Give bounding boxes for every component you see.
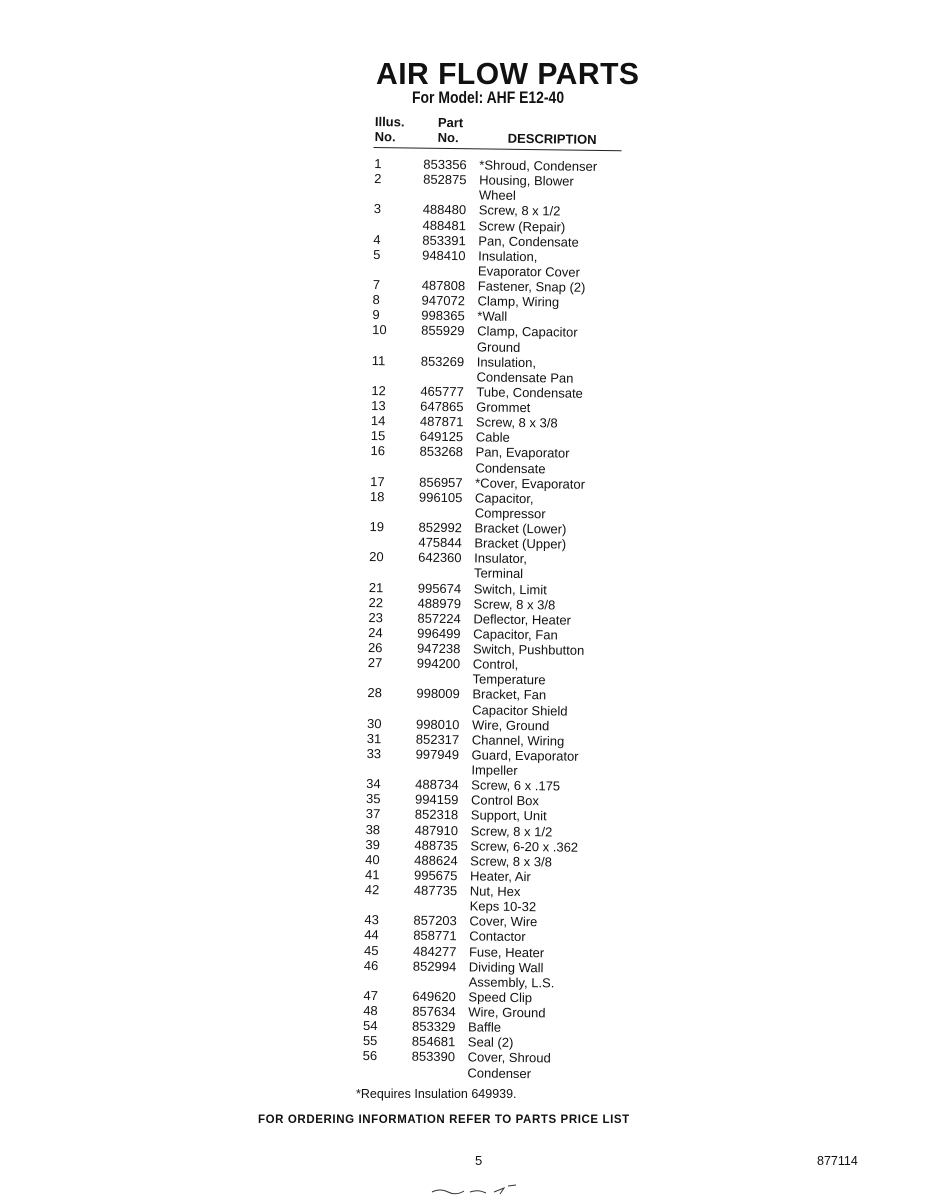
part-number: 488734 (415, 776, 459, 793)
illus-number: 38 (365, 821, 381, 837)
part-number: 854681 (411, 1033, 456, 1050)
description-line: Clamp, Capacitor (477, 323, 578, 341)
description-line: Screw, 6-20 x .362 (470, 837, 579, 855)
illus-number: 26 (367, 639, 383, 656)
description-line: Heater, Air (469, 868, 531, 885)
description-line: Channel, Wiring (471, 732, 565, 749)
part-number: 852875 (423, 171, 467, 188)
illus-number: 11 (371, 352, 386, 368)
description-line: Condensate (475, 459, 546, 476)
part-description (470, 883, 622, 915)
illus-number: 27 (367, 655, 383, 671)
description-line: Condenser (467, 1064, 532, 1081)
illus-number: 10 (372, 322, 387, 338)
table-row (367, 443, 627, 477)
description-line: Temperature (472, 671, 546, 688)
part-number: 858771 (413, 927, 457, 944)
description-line: Impeller (471, 762, 518, 778)
part-number: 995674 (417, 580, 462, 596)
part-number: 852992 (418, 519, 463, 536)
description-line: Screw, 8 x 3/8 (475, 414, 558, 431)
description-line: Capacitor Shield (472, 701, 568, 719)
document-number: 877114 (817, 1154, 858, 1168)
illus-number: 54 (362, 1018, 378, 1034)
illus-number: 9 (372, 307, 380, 323)
ordering-note: FOR ORDERING INFORMATION REFER TO PARTS PRICE LIST (258, 1114, 630, 1126)
table-row (363, 746, 623, 780)
part-number: 857224 (417, 610, 461, 626)
part-description (467, 1050, 619, 1082)
header-part: Part (437, 114, 464, 131)
footnote: *Requires Insulation 649939. (356, 1087, 517, 1101)
illus-number: 43 (364, 912, 380, 928)
description-line: Screw, 8 x 3/8 (473, 595, 556, 613)
part-number: 997949 (415, 746, 460, 763)
header-illus: Illus. (374, 114, 405, 130)
table-row (368, 353, 628, 387)
description-line: Baffle (467, 1019, 502, 1035)
parts-rows (359, 156, 631, 1082)
table-row (370, 247, 630, 281)
table-header (372, 114, 632, 151)
description-line: Bracket (Upper) (474, 535, 567, 552)
illus-number (366, 534, 418, 550)
part-number: 856957 (419, 474, 463, 490)
description-line: Keps 10-32 (469, 898, 537, 915)
part-number: 465777 (420, 383, 464, 400)
table-row (369, 322, 629, 356)
part-number: 995675 (413, 867, 458, 884)
part-number: 853269 (420, 353, 465, 369)
illus-number: 23 (368, 609, 383, 625)
part-number: 853390 (411, 1048, 456, 1065)
description-line: Insulator, (474, 550, 528, 567)
illus-number: 41 (364, 866, 380, 883)
part-description (479, 173, 631, 205)
description-line: Compressor (474, 505, 546, 522)
illus-number: 15 (370, 428, 386, 444)
handwritten-mark (430, 1182, 520, 1196)
part-number: 488735 (414, 837, 458, 853)
description-line: Pan, Condensate (478, 233, 579, 250)
part-number: 998009 (416, 686, 460, 702)
part-number: 857634 (412, 1003, 456, 1020)
part-description (476, 354, 628, 386)
illus-number: 47 (363, 987, 379, 1004)
table-row (366, 549, 626, 583)
part-number: 853391 (422, 232, 466, 248)
illus-number: 46 (363, 957, 379, 973)
illus-number: 31 (366, 730, 382, 746)
part-number: 998365 (421, 307, 465, 324)
header-rule (374, 147, 622, 151)
part-number: 857203 (413, 912, 457, 929)
header-illus-no: No. (374, 129, 396, 145)
illus-number: 42 (364, 881, 380, 898)
illus-number: 44 (364, 927, 379, 943)
table-row (367, 489, 627, 523)
illus-number: 34 (366, 776, 381, 792)
illus-number: 13 (371, 398, 386, 414)
description-line: Control Box (470, 792, 540, 809)
part-description (472, 687, 624, 719)
part-number: 998010 (415, 716, 460, 732)
part-description (475, 445, 627, 477)
description-line: Wire, Ground (468, 1004, 546, 1021)
model-subtitle: For Model: AHF E12-40 (412, 88, 565, 107)
part-number: 487910 (414, 822, 459, 838)
illus-number: 24 (368, 624, 383, 641)
illus-number: 3 (373, 201, 382, 217)
part-number: 475844 (418, 534, 462, 551)
illus-number: 7 (372, 277, 381, 293)
description-line: Cable (475, 429, 510, 446)
description-line: Ground (476, 338, 521, 355)
table-row (371, 171, 631, 205)
part-description (478, 248, 630, 280)
part-number: 852994 (412, 958, 457, 974)
illus-number: 30 (366, 715, 382, 731)
description-line: Support, Unit (470, 807, 547, 824)
part-number: 855929 (421, 323, 465, 339)
description-line: Nut, Hex (469, 883, 521, 900)
part-number: 487871 (419, 413, 464, 430)
part-description (471, 747, 623, 779)
description-line: Control, (472, 656, 519, 673)
description-line: Screw, 6 x .175 (471, 777, 561, 794)
description-line: Bracket, Fan (472, 686, 547, 703)
part-number: 488480 (422, 202, 467, 218)
description-line: Screw, 8 x 3/8 (470, 853, 552, 870)
table-row (359, 1048, 619, 1082)
description-line: Switch, Pushbutton (472, 641, 585, 658)
description-line: Capacitor, Fan (473, 626, 558, 643)
description-line: Switch, Limit (473, 580, 547, 597)
illus-number: 16 (370, 443, 386, 459)
part-number: 642360 (418, 549, 462, 566)
illus-number: 5 (373, 246, 381, 262)
illus-number: 37 (365, 806, 381, 822)
description-line: Dividing Wall (468, 958, 544, 975)
description-line: Contactor (469, 928, 526, 945)
description-line: *Cover, Evaporator (475, 475, 586, 492)
part-number: 488624 (414, 852, 458, 868)
description-line: *Shroud, Condenser (479, 157, 598, 174)
description-line: Cover, Shroud (467, 1049, 551, 1066)
illus-number: 40 (365, 851, 380, 867)
part-number: 649125 (419, 428, 464, 445)
part-description (475, 490, 627, 522)
part-number: 488979 (417, 595, 462, 611)
description-line: Housing, Blower (479, 172, 574, 189)
part-number: 647865 (420, 398, 464, 415)
description-line: Wire, Ground (471, 716, 550, 733)
part-number: 853329 (411, 1018, 456, 1035)
illus-number: 17 (370, 473, 385, 489)
description-line: Screw, 8 x 1/2 (478, 202, 561, 219)
illus-number: 1 (374, 156, 382, 172)
illus-number: 28 (367, 685, 382, 701)
illus-number: 22 (368, 594, 384, 610)
part-description (477, 324, 629, 356)
description-line: Terminal (473, 565, 524, 582)
part-number: 649620 (412, 988, 456, 1005)
page-title: AIR FLOW PARTS (376, 56, 640, 91)
part-number: 996499 (417, 625, 461, 642)
part-number: 996105 (418, 489, 463, 505)
description-line: Speed Clip (468, 989, 533, 1006)
page-number: 5 (475, 1153, 483, 1168)
part-description (469, 959, 621, 991)
part-number: 948410 (422, 247, 466, 263)
part-number: 947072 (421, 292, 466, 309)
illus-number: 56 (362, 1048, 378, 1064)
illus-number: 18 (369, 488, 385, 504)
illus-number: 2 (374, 171, 382, 187)
illus-number: 48 (363, 1002, 378, 1019)
parts-table (359, 114, 632, 1082)
description-line: Insulation, (478, 248, 538, 264)
part-number: 994159 (414, 791, 459, 808)
description-line: Insulation, (476, 354, 537, 370)
illus-number: 21 (368, 579, 384, 595)
illus-number: 33 (366, 745, 382, 762)
illus-number: 55 (362, 1033, 378, 1049)
description-line: Fastener, Snap (2) (477, 278, 586, 295)
part-number: 487735 (413, 882, 458, 899)
illus-number: 12 (371, 382, 386, 399)
illus-number: 14 (370, 413, 386, 429)
table-row (365, 655, 625, 689)
part-number: 852317 (415, 731, 460, 747)
description-line: Deflector, Heater (473, 611, 572, 628)
table-row (361, 958, 621, 992)
description-line: Screw, 8 x 1/2 (470, 822, 553, 839)
description-line: Evaporator Cover (477, 263, 580, 280)
illus-number: 19 (369, 519, 385, 535)
description-line: Condensate Pan (476, 369, 574, 386)
description-line: Seal (2) (467, 1034, 514, 1051)
description-line: Guard, Evaporator (471, 747, 579, 764)
table-row (362, 882, 622, 916)
illus-number: 45 (363, 942, 379, 958)
description-line: Assembly, L.S. (468, 974, 555, 991)
illus-number: 4 (373, 231, 381, 247)
description-line: Bracket (Lower) (474, 520, 567, 537)
illus-number (370, 216, 422, 232)
description-line: Tube, Condensate (476, 384, 583, 401)
part-number: 853356 (423, 156, 467, 173)
description-line: Screw (Repair) (478, 217, 566, 235)
part-number: 484277 (412, 943, 457, 959)
description-line: Wheel (478, 187, 516, 204)
description-line: *Wall (477, 308, 508, 325)
illus-number: 8 (372, 292, 380, 308)
part-number: 947238 (416, 640, 461, 657)
description-line: Clamp, Wiring (477, 293, 560, 310)
part-number: 853268 (419, 444, 464, 460)
part-number: 488481 (422, 217, 467, 233)
description-line: Capacitor, (474, 490, 534, 506)
description-line: Fuse, Heater (468, 943, 545, 960)
illus-number: 35 (365, 791, 381, 807)
illus-number: 39 (365, 836, 381, 852)
part-description (474, 551, 626, 583)
description-line: Grommet (476, 399, 531, 416)
part-number: 852318 (414, 806, 459, 823)
description-line: Pan, Evaporator (475, 444, 570, 461)
part-number: 994200 (416, 655, 461, 672)
part-description (473, 656, 625, 688)
header-part-no: No. (437, 129, 459, 146)
table-row (364, 685, 624, 719)
part-number: 487808 (421, 277, 466, 294)
description-line: Cover, Wire (469, 913, 538, 930)
header-description: DESCRIPTION (507, 130, 597, 147)
illus-number: 20 (369, 549, 384, 565)
